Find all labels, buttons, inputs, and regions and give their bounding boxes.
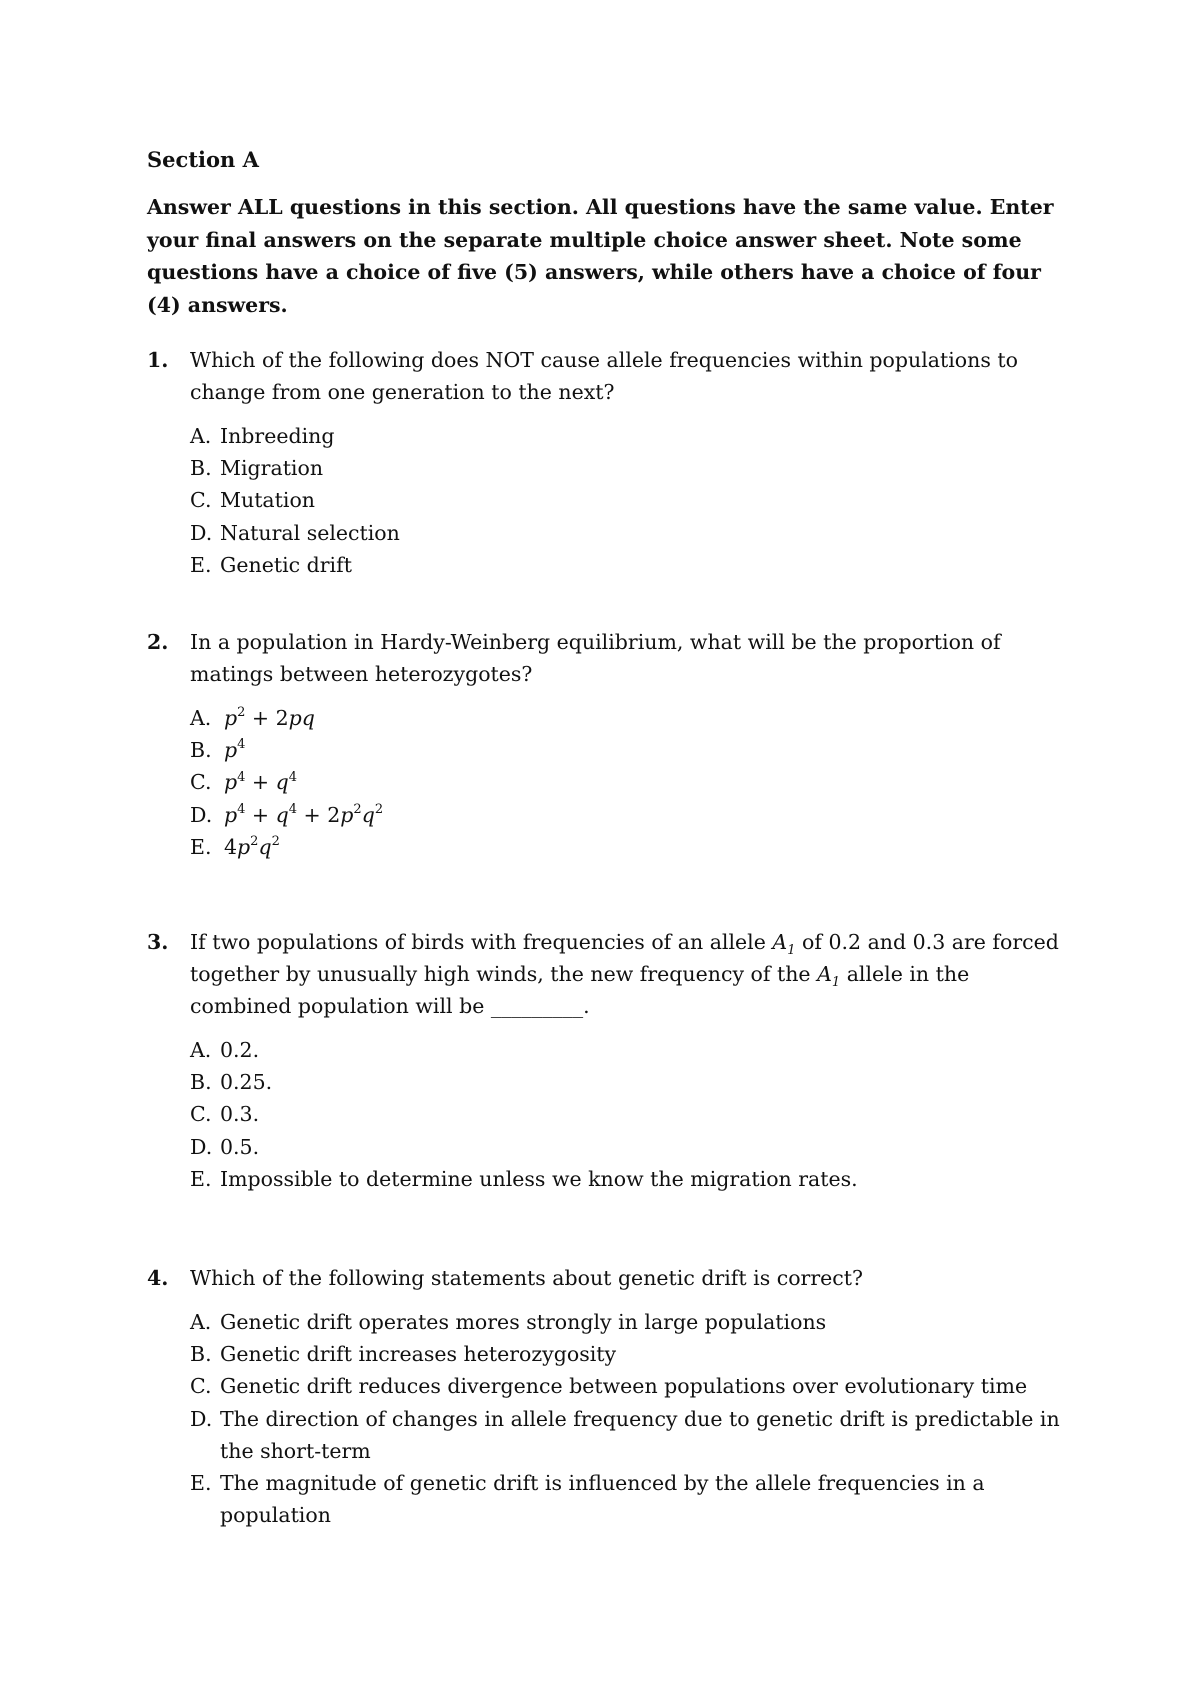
option-c [190, 766, 1070, 798]
formula-exponent: 4 [237, 769, 246, 785]
allele-subscript: 1 [787, 943, 796, 959]
formula-operator: + [245, 802, 276, 827]
option-letter: B. [190, 1070, 212, 1095]
formula-term: q [275, 802, 289, 827]
formula-term: p [224, 706, 238, 730]
option-text: Genetic drift increases heterozygosity [220, 1342, 617, 1367]
option-letter: D. [190, 1406, 213, 1431]
stem-text: of 0.2 and 0.3 are forced together by unusually high winds, the new frequency of the [190, 930, 1059, 986]
option-a [190, 420, 1070, 452]
option-letter: C. [190, 1102, 212, 1127]
option-letter: A. [190, 1310, 212, 1334]
option-letter: B. [190, 738, 212, 763]
option-formula [220, 831, 1070, 863]
stem-text: allele in the combined population will be _________. [190, 962, 970, 1018]
formula-operator: + 2 [297, 802, 341, 827]
option-text: Natural selection [220, 520, 400, 545]
option-formula [220, 766, 1070, 798]
formula-operator: + 2 [245, 706, 289, 730]
formula-exponent: 4 [288, 769, 298, 785]
question-stem: Which of the following does NOT cause allele frequencies within populations to change from one generation to the next? [190, 348, 1018, 404]
option-text: 0.5. [220, 1134, 260, 1159]
formula-exponent: 2 [374, 801, 384, 817]
formula-term: q [275, 770, 289, 795]
option-list [190, 1306, 1070, 1531]
option-formula [220, 799, 1070, 831]
formula-term: q [361, 802, 375, 827]
formula-exponent: 2 [237, 705, 246, 721]
option-text: Inbreeding [220, 424, 335, 448]
option-text: Impossible to determine unless we know the migration rates. [220, 1166, 858, 1191]
option-text: The direction of changes in allele frequency due to genetic drift is predictable in the short-term [220, 1406, 1060, 1463]
option-letter: E. [190, 552, 212, 577]
option-text: Genetic drift operates mores strongly in large populations [220, 1310, 827, 1334]
option-d [190, 799, 1070, 831]
formula-term: q [258, 834, 272, 859]
option-letter: D. [190, 520, 213, 545]
option-letter: C. [190, 488, 212, 513]
option-letter: E. [190, 1471, 212, 1496]
option-letter: D. [190, 802, 213, 827]
option-list [190, 420, 1070, 581]
formula-exponent: 2 [353, 801, 362, 817]
option-a [190, 1034, 1070, 1066]
option-text: The magnitude of genetic drift is influenced by the allele frequencies in a population [220, 1471, 985, 1528]
formula-term: p [237, 834, 251, 859]
question-stem: In a population in Hardy-Weinberg equilibrium, what will be the proportion of matings between heterozygotes? [190, 630, 1001, 686]
formula-exponent: 4 [237, 801, 246, 817]
section-instructions: Answer ALL questions in this section. All questions have the same value. Enter your final answers on the separate multiple choice answer sheet. Note some questions have a choice of five (5) answers, while others have a choice of four (4) answers. [147, 195, 1054, 317]
option-letter: D. [190, 1134, 213, 1159]
option-e [190, 549, 1070, 581]
formula-exponent: 4 [288, 801, 298, 817]
option-b [190, 452, 1070, 484]
option-d [190, 1403, 1070, 1467]
allele-letter: A [817, 962, 832, 986]
formula-operator: + [245, 770, 276, 795]
option-text: Migration [220, 456, 324, 481]
question-number: 1. [147, 348, 169, 372]
option-e [190, 1467, 1070, 1531]
option-b [190, 1338, 1070, 1370]
option-text: Genetic drift reduces divergence between populations over evolutionary time [220, 1374, 1028, 1399]
option-text: 0.2. [220, 1038, 260, 1062]
stem-text: If two populations of birds with frequencies of an allele [190, 930, 773, 954]
option-letter: B. [190, 456, 212, 481]
option-c [190, 1098, 1070, 1130]
option-letter: E. [190, 1166, 212, 1191]
question-number: 3. [147, 930, 169, 954]
option-letter: B. [190, 1342, 212, 1367]
option-b [190, 734, 1070, 766]
option-letter: C. [190, 770, 212, 795]
option-text: 0.25. [220, 1070, 273, 1095]
option-letter: A. [190, 424, 212, 448]
option-text: 0.3. [220, 1102, 260, 1127]
allele-symbol [772, 930, 796, 959]
option-a [190, 702, 1070, 734]
formula-exponent: 2 [271, 833, 280, 849]
option-letter: C. [190, 1374, 212, 1399]
question-stem [190, 926, 1070, 1022]
option-d [190, 1131, 1070, 1163]
option-text: Mutation [220, 488, 315, 513]
formula-term: p [224, 802, 238, 827]
question-stem: Which of the following statements about genetic drift is correct? [190, 1266, 863, 1290]
option-c [190, 1370, 1070, 1402]
formula-term: p [224, 738, 238, 763]
formula-term: pq [288, 706, 315, 730]
formula-term: p [340, 802, 354, 827]
section-title: Section A [147, 147, 259, 172]
option-b [190, 1066, 1070, 1098]
allele-symbol [817, 962, 841, 991]
option-c [190, 484, 1070, 516]
option-letter: A. [190, 1038, 212, 1062]
allele-letter: A [772, 930, 788, 954]
option-formula [220, 734, 1070, 766]
option-letter: A. [190, 706, 212, 730]
formula-coefficient: 4 [224, 834, 238, 859]
question-number: 2. [147, 630, 169, 654]
question-number: 4. [147, 1266, 169, 1290]
allele-subscript: 1 [831, 975, 841, 991]
option-list [190, 702, 1070, 863]
option-letter: E. [190, 834, 212, 859]
formula-term: p [224, 770, 238, 795]
option-e [190, 831, 1070, 863]
option-text: Genetic drift [220, 552, 352, 577]
option-d [190, 517, 1070, 549]
option-formula [220, 702, 1070, 734]
formula-exponent: 2 [250, 833, 259, 849]
option-a [190, 1306, 1070, 1338]
option-e [190, 1163, 1070, 1195]
formula-exponent: 4 [237, 737, 246, 753]
option-list [190, 1034, 1070, 1195]
